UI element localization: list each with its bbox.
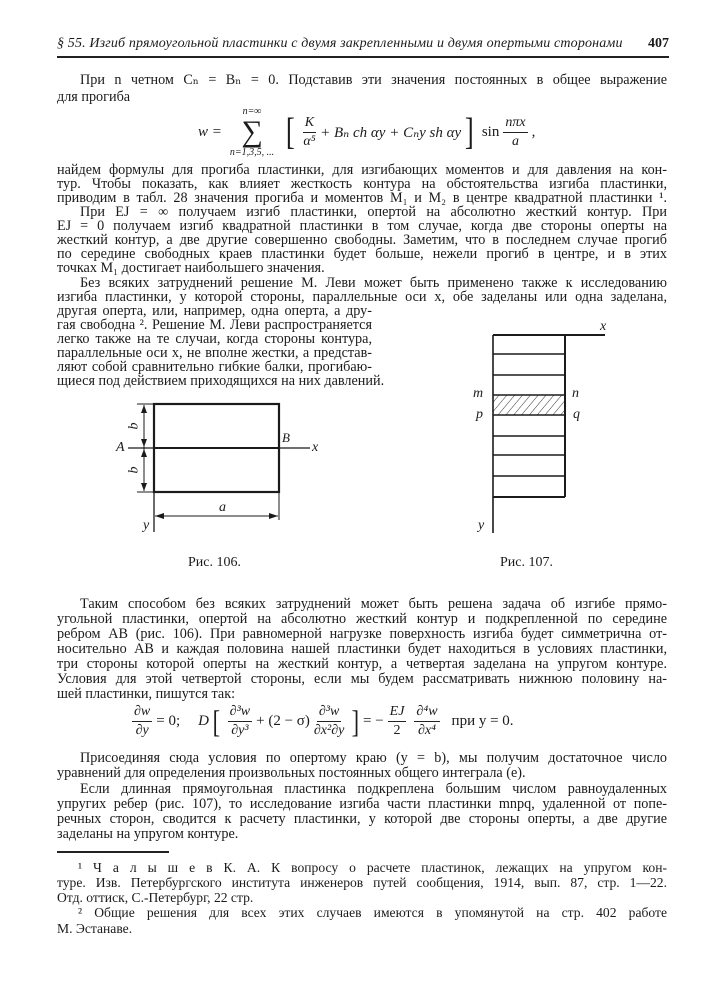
label-b-top: b xyxy=(126,422,142,430)
numerator: EJ xyxy=(388,704,407,722)
denominator: ∂x⁴ xyxy=(417,722,436,738)
footnote-line: Отд. оттиск, С.-Петербург, 22 стр. xyxy=(57,890,254,905)
left-bracket: [ xyxy=(286,111,295,153)
formula-lhs: w = xyxy=(198,123,222,140)
formula-middle: + Bₙ ch αy + Cₙy sh αy xyxy=(320,124,462,141)
label-p: p xyxy=(476,407,483,422)
page-number: 407 xyxy=(648,36,669,51)
fraction xyxy=(414,704,439,739)
condition: при y = 0. xyxy=(451,712,514,729)
right-bracket: ] xyxy=(465,111,474,153)
text-line: по середине свободных краев пластинки будет больше, нежели прогиб в центре, и в этих xyxy=(57,246,667,262)
text-line: параллельные оси x, не вполне жестки, а представ- xyxy=(57,345,372,361)
text-line: для прогиба xyxy=(57,89,131,105)
text-line: жесткий контур, а две другие совершенно свободны. Заметим, что в последнем случае прогиб xyxy=(57,232,667,248)
denominator: 2 xyxy=(393,722,401,738)
footnote-rule xyxy=(57,851,169,853)
text-line: Присоединяя сюда условия по опертому краю (y = b), мы получим достаточное число xyxy=(80,750,667,766)
numerator: ∂w xyxy=(132,704,152,722)
text-line: угольной пластинки, опертой на абсолютно жесткий контур и подкрепленной по середине xyxy=(57,611,667,627)
plus-term: + (2 − σ) xyxy=(256,712,310,729)
text-line: ляют собой сравнительно гибкие балки, прогибаю- xyxy=(57,359,372,375)
numerator: ∂³w xyxy=(228,704,252,722)
numerator: ∂³w xyxy=(317,704,341,722)
sin-function: sin xyxy=(481,123,500,140)
text-line: легко также на те случаи, когда стороны контура, xyxy=(57,331,372,347)
label-b-bottom: b xyxy=(126,466,142,474)
footnote-line: М. Эстанаве. xyxy=(57,921,133,936)
label-x: x xyxy=(312,440,319,455)
denominator: ∂y xyxy=(135,722,149,738)
denominator: a xyxy=(511,133,519,149)
text-line: упругих ребер (рис. 107), то исследование изгиба части пластинки mnpq, удаленной от попе- xyxy=(57,796,667,812)
text-line: изгиба пластинки, у которой стороны, параллельные оси x, обе заделаны или одна заделана, xyxy=(57,289,667,305)
text-line: ребром AB (рис. 106). При равномерной нагрузке поверхность изгиба будет симметрична от- xyxy=(57,626,667,642)
text-line: гая свободна ². Решение М. Леви распространяется xyxy=(57,317,372,333)
text-line: Если длинная прямоугольная пластинка подкреплена большим числом равноудаленных xyxy=(80,781,667,797)
left-bracket: [ xyxy=(212,703,221,739)
denominator: α⁵ xyxy=(303,133,316,149)
text-line: носительно AB и каждая половина нашей пластинки будет находиться в условиях пластинки, xyxy=(57,641,667,657)
comma: , xyxy=(531,123,536,140)
equals-zero: = 0; xyxy=(156,712,181,729)
numerator: ∂⁴w xyxy=(414,704,439,722)
figure-caption: Рис. 107. xyxy=(500,555,553,570)
label-m: m xyxy=(473,386,484,401)
text-line: Условия для этой четвертой стороны, если мы будем рассматривать нижнюю половину на- xyxy=(57,671,667,687)
footnote-line: ² Общие решения для всех этих случаев имеются в упомянутой на стр. 402 работе xyxy=(78,905,667,920)
text-line: шей пластинки, пишутся так: xyxy=(57,686,236,702)
footnote-line: ¹ Ч а л ы ш е в К. А. К вопросу о расчете пластинок, лежащих на упругом кон- xyxy=(78,860,667,875)
text-line: речных сторон, сводится к расчету пластинки, у которой две стороны оперты, а две другие xyxy=(57,811,667,827)
fraction xyxy=(132,704,152,739)
sum-upper-limit: n=∞ xyxy=(242,106,262,117)
denominator: ∂y³ xyxy=(231,722,249,738)
sum-symbol: ∑ xyxy=(241,115,263,148)
ribs xyxy=(493,354,565,497)
text-line: приводим в табл. 28 значения прогиба и моментов M₁ и M₂ в центре квадратной пластинки ¹. xyxy=(57,190,667,206)
text-line: Без всяких затруднений решение М. Леви может быть применено также к исследованию xyxy=(80,275,667,291)
text-line: тур. Чтобы показать, как влияет жесткость контура на обстоятельства изгиба пластинки, xyxy=(57,176,667,192)
label-n: n xyxy=(572,386,579,401)
figure-caption: Рис. 106. xyxy=(188,555,241,570)
label-a: a xyxy=(219,500,226,515)
formula-boundary-conditions xyxy=(128,700,514,742)
text-line: При n четном Cₙ = Bₙ = 0. Подставив эти значения постоянных в общее выражение xyxy=(80,72,667,88)
label-q: q xyxy=(573,407,580,422)
text-line: точках M₁ достигает наибольшего значения. xyxy=(57,260,325,276)
numerator: K xyxy=(303,115,316,133)
rigidity-symbol: D xyxy=(198,712,209,729)
text-line: найдем формулы для прогиба пластинки, для изгибающих моментов и для давления на кон- xyxy=(57,162,667,178)
text-line: EJ = 0 получаем изгиб квадратной пластинки в том случае, когда две стороны оперты на xyxy=(57,218,667,234)
equals-minus: = − xyxy=(362,712,384,729)
text-line: При EJ = ∞ получаем изгиб пластинки, опертой на абсолютно жесткий контур. При xyxy=(80,204,667,220)
text-line: заделаны на упругом контуре. xyxy=(57,826,239,842)
text-line: уравнений для определения произвольных постоянных общего интеграла (e). xyxy=(57,765,526,781)
text-line: три стороны которой оперты на жесткий контур, а четвертая заделана на упругом контуре. xyxy=(57,656,667,672)
section-title: § 55. Изгиб прямоугольной пластинки с двумя закрепленными и двумя опертыми сторонами xyxy=(57,36,623,51)
numerator: nπx xyxy=(503,115,527,133)
denominator: ∂x²∂y xyxy=(313,722,345,738)
label-A: A xyxy=(116,440,125,455)
text-line: щиеся под действием приходящихся на них давлений. xyxy=(57,373,385,389)
hatched-panel-mnpq xyxy=(493,395,565,415)
right-bracket: ] xyxy=(351,703,360,739)
fraction xyxy=(314,704,344,739)
label-B: B xyxy=(282,430,290,445)
sum-lower-limit: n=1,3,5, ... xyxy=(229,147,275,158)
footnote-line: туре. Изв. Петербургского института инженеров путей сообщения, 1914, вып. 87, стр. 1—22. xyxy=(57,875,667,890)
text-line: другая оперта, или, например, одна оперта, а дру- xyxy=(57,303,372,319)
label-y: y xyxy=(478,518,485,533)
text-line: Таким способом без всяких затруднений может быть решена задача об изгибе прямо- xyxy=(80,596,667,612)
fraction xyxy=(228,704,252,739)
fraction xyxy=(388,704,407,739)
label-y: y xyxy=(143,518,150,533)
label-x: x xyxy=(600,319,607,334)
